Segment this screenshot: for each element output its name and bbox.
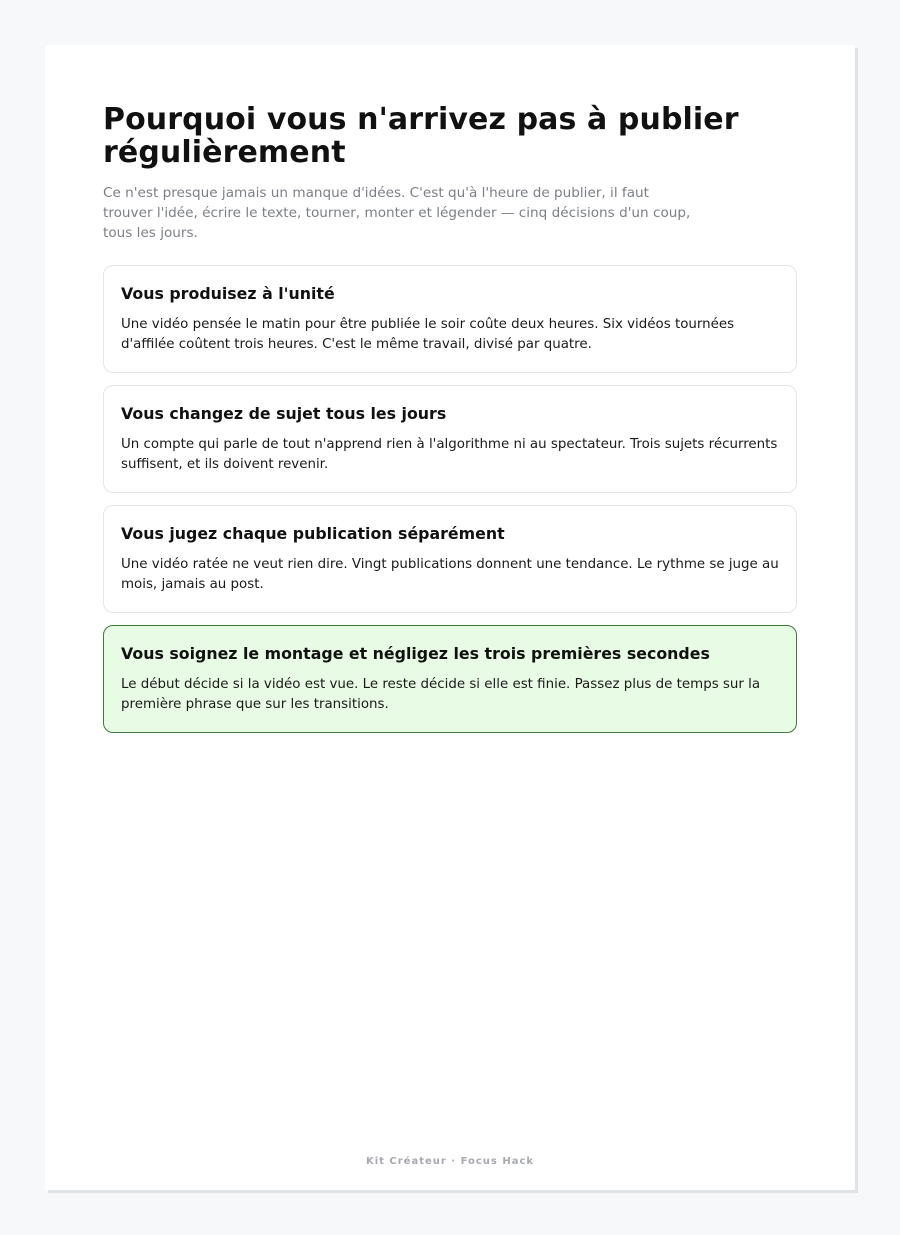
reason-card-body: Une vidéo ratée ne veut rien dire. Vingt publications donnent une tendance. Le rythme se juge au mois, jamais au post. [121,557,779,592]
document-page [45,45,855,1190]
page-title: Pourquoi vous n'arrivez pas à publier régulièrement [103,102,739,170]
reason-card-body: Le début décide si la vidéo est vue. Le reste décide si elle est finie. Passez plus de temps sur la première phrase que sur les transitions. [121,677,761,712]
reason-cards [103,265,797,733]
reason-card-title: Vous changez de sujet tous les jours [121,404,447,423]
reason-card-4-highlighted [103,625,797,733]
reason-card-title: Vous jugez chaque publication séparément [121,524,505,543]
reason-card-3 [103,505,797,613]
reason-card-1 [103,265,797,373]
intro-paragraph: Ce n'est presque jamais un manque d'idées. C'est qu'à l'heure de publier, il faut trouver l'idée, écrire le texte, tourner, monter et légender — cinq décisions d'un coup, tous les jours. [103,185,691,241]
reason-card-2 [103,385,797,493]
reason-card-body: Une vidéo pensée le matin pour être publiée le soir coûte deux heures. Six vidéos tournées d'affilée coûtent trois heures. C'est le même travail, divisé par quatre. [121,317,735,352]
reason-card-body: Un compte qui parle de tout n'apprend rien à l'algorithme ni au spectateur. Trois sujets récurrents suffisent, et ils doivent revenir. [121,437,778,472]
page-content [103,103,797,745]
reason-card-title: Vous soignez le montage et négligez les trois premières secondes [121,644,710,663]
reason-card-title: Vous produisez à l'unité [121,284,335,303]
page-footer: Kit Créateur · Focus Hack [365,1156,535,1167]
